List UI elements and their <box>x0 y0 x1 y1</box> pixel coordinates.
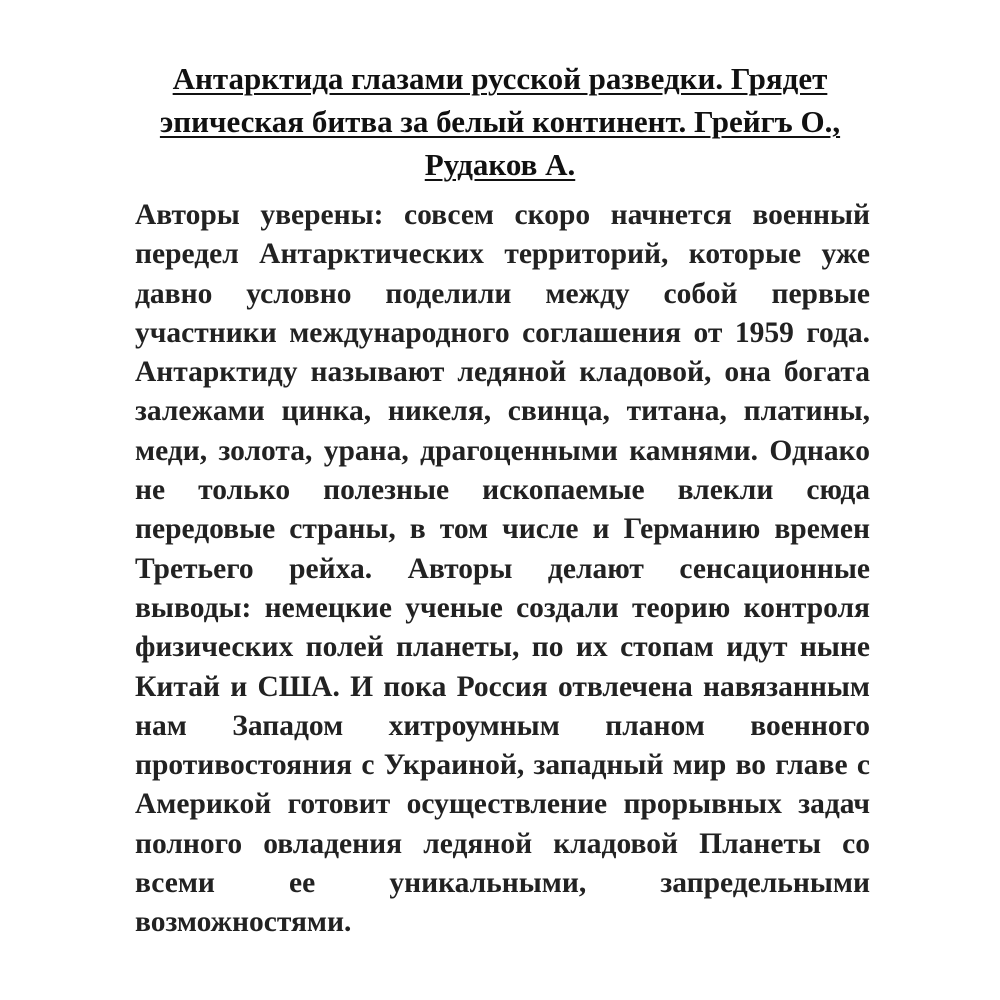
document-title: Антарктида глазами русской разведки. Грядет эпическая битва за белый континент. Грейгъ О., Рудаков А. <box>159 61 841 182</box>
document-body-paragraph: Авторы уверены: совсем скоро начнется военный передел Антарктических территорий, которые уже давно условно поделили между собой первые участники международного соглашения от 1959 года. Антарктиду называют ледяной кладовой, она богата залежами цинка, никеля, свинца, титана, платины, меди, золота, урана, драгоценными камнями. Однако не только полезные ископаемые влекли сюда передовые страны, в том числе и Германию времен Третьего рейха. Авторы делают сенсационные выводы: немецкие ученые создали теорию контроля физических полей планеты, по их стопам идут ныне Китай и США. И пока Россия отвлечена навязанным нам Западом хитроумным планом военного противостояния с Украиной, западный мир во главе с Америкой готовит осуществление прорывных задач полного овладения ледяной кладовой Планеты со всеми ее уникальными, запредельными возможностями. <box>135 199 870 939</box>
